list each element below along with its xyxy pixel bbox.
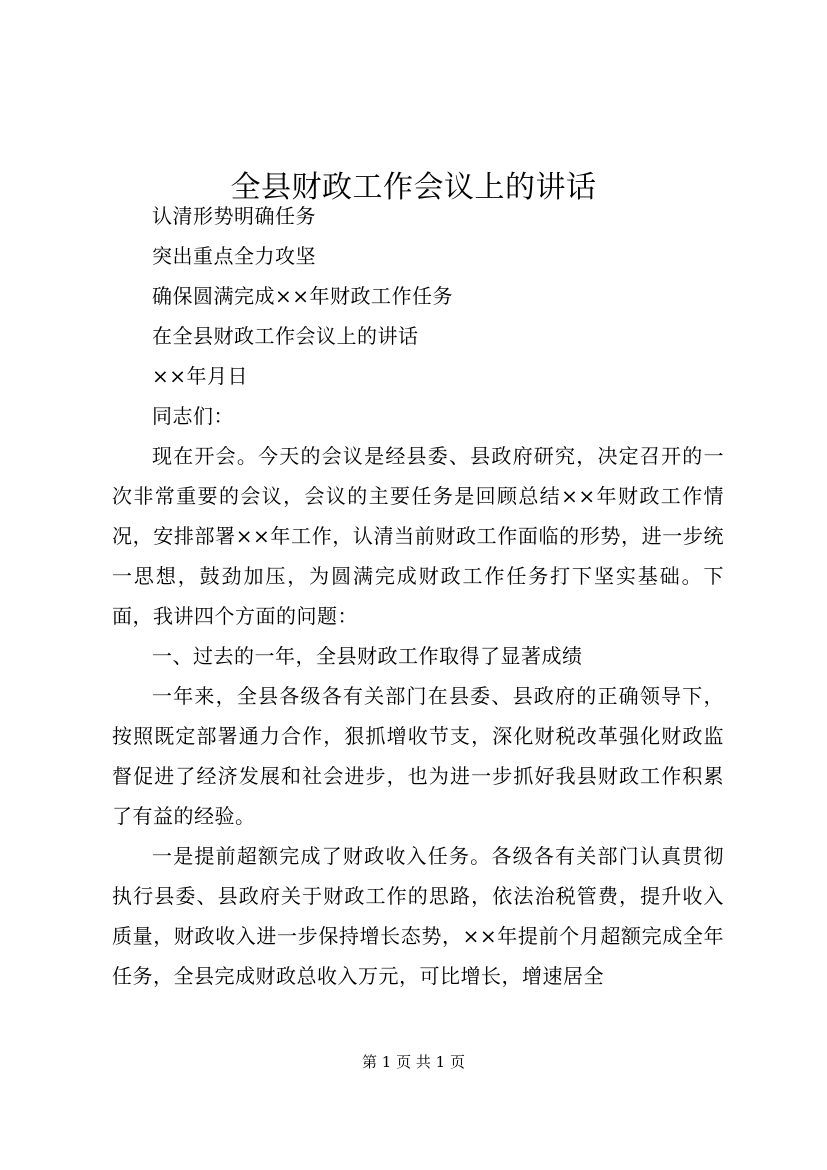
document-body bbox=[112, 196, 724, 996]
paragraph: 一年来，全县各级各有关部门在县委、县政府的正确领导下，按照既定部署通力合作，狠抓增收节支，深化财税改革强化财政监督促进了经济发展和社会进步，也为进一步抓好我县财政工作积累了有益的经验。 bbox=[112, 684, 724, 828]
paragraph: 在全县财政工作会议上的讲话 bbox=[152, 324, 419, 348]
paragraph: 现在开会。今天的会议是经县委、县政府研究，决定召开的一次非常重要的会议，会议的主要任务是回顾总结××年财政工作情况，安排部署××年工作，认清当前财政工作面临的形势，进一步统一思想，鼓劲加压，为圆满完成财政工作任务打下坚实基础。下面，我讲四个方面的问题： bbox=[112, 444, 724, 628]
page-footer: 第 1 页 共 1 页 bbox=[362, 1053, 465, 1071]
paragraph: 一是提前超额完成了财政收入任务。各级各有关部门认真贯彻执行县委、县政府关于财政工作的思路，依法治税管费，提升收入质量，财政收入进一步保持增长态势，××年提前个月超额完成全年任务，全县完成财政总收入万元，可比增长，增速居全 bbox=[112, 844, 724, 988]
paragraph: 认清形势明确任务 bbox=[152, 204, 316, 228]
paragraph: 突出重点全力攻坚 bbox=[152, 244, 316, 268]
paragraph: 确保圆满完成××年财政工作任务 bbox=[152, 284, 454, 308]
paragraph: 一、过去的一年，全县财政工作取得了显著成绩 bbox=[152, 644, 583, 668]
paragraph: 同志们： bbox=[152, 404, 234, 428]
paragraph: ××年月日 bbox=[152, 364, 249, 388]
document-title: 全县财政工作会议上的讲话 bbox=[230, 170, 597, 206]
